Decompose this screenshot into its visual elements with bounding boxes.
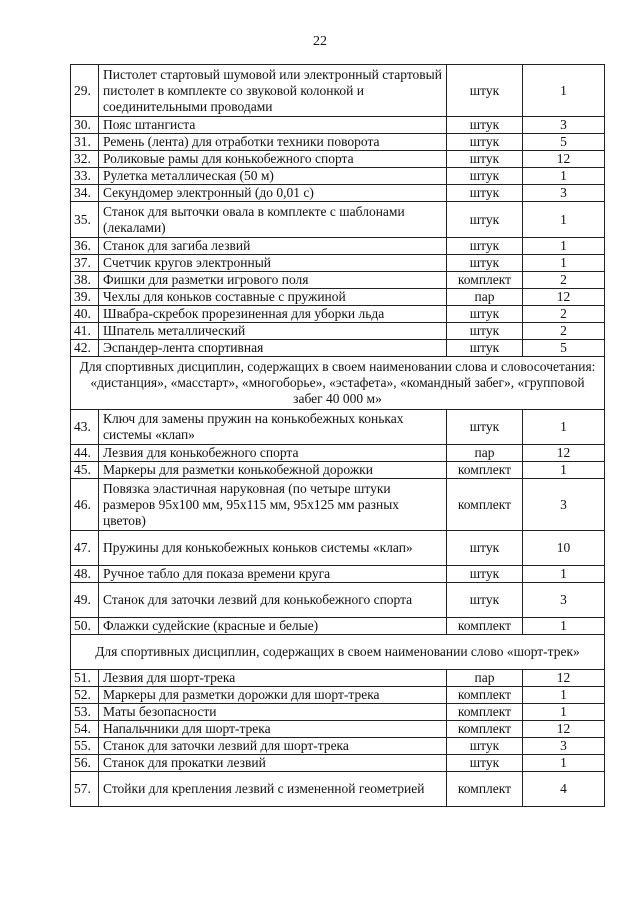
table-row	[71, 755, 605, 772]
item-quantity: 12	[523, 289, 605, 306]
item-quantity: 2	[523, 323, 605, 340]
item-name: Пружины для конькобежных коньков системы «клап»	[99, 531, 447, 566]
item-name: Пояс штангиста	[99, 117, 447, 134]
item-quantity: 1	[523, 618, 605, 635]
item-quantity: 12	[523, 670, 605, 687]
item-name: Станок для загиба лезвий	[99, 238, 447, 255]
item-unit: штук	[447, 566, 523, 583]
item-name: Станок для выточки овала в комплекте с шаблонами (лекалами)	[99, 202, 447, 238]
table-row	[71, 168, 605, 185]
equipment-table	[70, 64, 605, 807]
table-row	[71, 738, 605, 755]
item-quantity: 3	[523, 583, 605, 618]
row-number: 57.	[71, 772, 99, 807]
row-number: 31.	[71, 134, 99, 151]
item-quantity: 5	[523, 134, 605, 151]
row-number: 42.	[71, 340, 99, 357]
item-quantity: 1	[523, 168, 605, 185]
item-name: Швабра-скребок прорезиненная для уборки льда	[99, 306, 447, 323]
section-header: Для спортивных дисциплин, содержащих в своем наименовании слово «шорт-трек»	[71, 635, 605, 670]
table-row	[71, 462, 605, 479]
table-row	[71, 238, 605, 255]
table-row	[71, 410, 605, 445]
row-number: 30.	[71, 117, 99, 134]
item-quantity: 12	[523, 151, 605, 168]
item-quantity: 3	[523, 117, 605, 134]
table-row	[71, 117, 605, 134]
table-row	[71, 65, 605, 117]
item-name: Стойки для крепления лезвий с измененной геометрией	[99, 772, 447, 807]
row-number: 32.	[71, 151, 99, 168]
table-row	[71, 566, 605, 583]
item-unit: комплект	[447, 704, 523, 721]
row-number: 54.	[71, 721, 99, 738]
table-row	[71, 618, 605, 635]
row-number: 56.	[71, 755, 99, 772]
item-quantity: 1	[523, 704, 605, 721]
item-quantity: 1	[523, 566, 605, 583]
row-number: 47.	[71, 531, 99, 566]
item-unit: штук	[447, 755, 523, 772]
item-unit: комплект	[447, 687, 523, 704]
item-quantity: 12	[523, 445, 605, 462]
table-row	[71, 445, 605, 462]
item-quantity: 1	[523, 755, 605, 772]
item-name: Шпатель металлический	[99, 323, 447, 340]
row-number: 51.	[71, 670, 99, 687]
table-row	[71, 151, 605, 168]
item-name: Ремень (лента) для отработки техники поворота	[99, 134, 447, 151]
item-unit: пар	[447, 289, 523, 306]
table-row	[71, 340, 605, 357]
row-number: 50.	[71, 618, 99, 635]
row-number: 45.	[71, 462, 99, 479]
item-quantity: 1	[523, 65, 605, 117]
item-name: Ключ для замены пружин на конькобежных коньках системы «клап»	[99, 410, 447, 445]
item-unit: штук	[447, 738, 523, 755]
item-unit: штук	[447, 340, 523, 357]
row-number: 35.	[71, 202, 99, 238]
table-row	[71, 185, 605, 202]
row-number: 40.	[71, 306, 99, 323]
item-quantity: 2	[523, 272, 605, 289]
row-number: 29.	[71, 65, 99, 117]
table-row	[71, 531, 605, 566]
table-row	[71, 772, 605, 807]
item-unit: штук	[447, 531, 523, 566]
item-name: Станок для заточки лезвий для конькобежного спорта	[99, 583, 447, 618]
row-number: 41.	[71, 323, 99, 340]
row-number: 49.	[71, 583, 99, 618]
section-header: Для спортивных дисциплин, содержащих в своем наименовании слова и словосочетания: «дистанция», «масстарт», «многоборье», «эстафета», «командный забег», «групповой забег 40 000 м»	[71, 357, 605, 410]
item-unit: штук	[447, 65, 523, 117]
table-row	[71, 323, 605, 340]
row-number: 34.	[71, 185, 99, 202]
item-quantity: 1	[523, 410, 605, 445]
item-unit: штук	[447, 238, 523, 255]
item-unit: комплект	[447, 772, 523, 807]
table-row	[71, 479, 605, 531]
row-number: 38.	[71, 272, 99, 289]
item-quantity: 1	[523, 687, 605, 704]
item-unit: штук	[447, 583, 523, 618]
item-unit: пар	[447, 445, 523, 462]
page-number: 22	[313, 34, 327, 49]
table-row	[71, 134, 605, 151]
item-name: Роликовые рамы для конькобежного спорта	[99, 151, 447, 168]
item-name: Рулетка металлическая (50 м)	[99, 168, 447, 185]
item-unit: комплект	[447, 618, 523, 635]
item-unit: штук	[447, 168, 523, 185]
item-name: Чехлы для коньков составные с пружиной	[99, 289, 447, 306]
item-unit: штук	[447, 323, 523, 340]
item-name: Лезвия для конькобежного спорта	[99, 445, 447, 462]
item-unit: штук	[447, 117, 523, 134]
item-name: Флажки судейские (красные и белые)	[99, 618, 447, 635]
table-row	[71, 670, 605, 687]
item-name: Повязка эластичная наруковная (по четыре штуки размеров 95x100 мм, 95x115 мм, 95x125 мм разных цветов)	[99, 479, 447, 531]
item-name: Пистолет стартовый шумовой или электронный стартовый пистолет в комплекте со звуковой колонкой и соединительными проводами	[99, 65, 447, 117]
item-quantity: 1	[523, 462, 605, 479]
item-name: Маркеры для разметки конькобежной дорожки	[99, 462, 447, 479]
item-quantity: 12	[523, 721, 605, 738]
item-unit: комплект	[447, 721, 523, 738]
item-quantity: 4	[523, 772, 605, 807]
table-row	[71, 721, 605, 738]
item-quantity: 1	[523, 202, 605, 238]
item-unit: штук	[447, 306, 523, 323]
item-quantity: 1	[523, 238, 605, 255]
item-name: Станок для заточки лезвий для шорт-трека	[99, 738, 447, 755]
row-number: 44.	[71, 445, 99, 462]
item-name: Фишки для разметки игрового поля	[99, 272, 447, 289]
row-number: 55.	[71, 738, 99, 755]
item-quantity: 5	[523, 340, 605, 357]
row-number: 36.	[71, 238, 99, 255]
item-unit: комплект	[447, 272, 523, 289]
item-quantity: 3	[523, 738, 605, 755]
row-number: 33.	[71, 168, 99, 185]
item-name: Станок для прокатки лезвий	[99, 755, 447, 772]
row-number: 48.	[71, 566, 99, 583]
table-row	[71, 583, 605, 618]
table-row	[71, 272, 605, 289]
item-name: Маты безопасности	[99, 704, 447, 721]
item-quantity: 10	[523, 531, 605, 566]
item-name: Секундомер электронный (до 0,01 с)	[99, 185, 447, 202]
row-number: 52.	[71, 687, 99, 704]
item-quantity: 3	[523, 185, 605, 202]
row-number: 37.	[71, 255, 99, 272]
item-quantity: 2	[523, 306, 605, 323]
table-row	[71, 306, 605, 323]
item-name: Счетчик кругов электронный	[99, 255, 447, 272]
item-unit: штук	[447, 255, 523, 272]
item-name: Лезвия для шорт-трека	[99, 670, 447, 687]
row-number: 39.	[71, 289, 99, 306]
table-row	[71, 289, 605, 306]
item-unit: штук	[447, 151, 523, 168]
item-quantity: 1	[523, 255, 605, 272]
row-number: 43.	[71, 410, 99, 445]
item-quantity: 3	[523, 479, 605, 531]
table-row	[71, 704, 605, 721]
item-unit: штук	[447, 410, 523, 445]
item-unit: штук	[447, 202, 523, 238]
equipment-table-body	[71, 65, 605, 807]
item-name: Напальчники для шорт-трека	[99, 721, 447, 738]
section-header-row	[71, 357, 605, 410]
row-number: 53.	[71, 704, 99, 721]
item-unit: штук	[447, 134, 523, 151]
table-row	[71, 687, 605, 704]
item-unit: штук	[447, 185, 523, 202]
item-name: Ручное табло для показа времени круга	[99, 566, 447, 583]
item-name: Эспандер-лента спортивная	[99, 340, 447, 357]
item-name: Маркеры для разметки дорожки для шорт-трека	[99, 687, 447, 704]
row-number: 46.	[71, 479, 99, 531]
table-row	[71, 255, 605, 272]
item-unit: пар	[447, 670, 523, 687]
table-row	[71, 202, 605, 238]
section-header-row	[71, 635, 605, 670]
item-unit: комплект	[447, 462, 523, 479]
item-unit: комплект	[447, 479, 523, 531]
